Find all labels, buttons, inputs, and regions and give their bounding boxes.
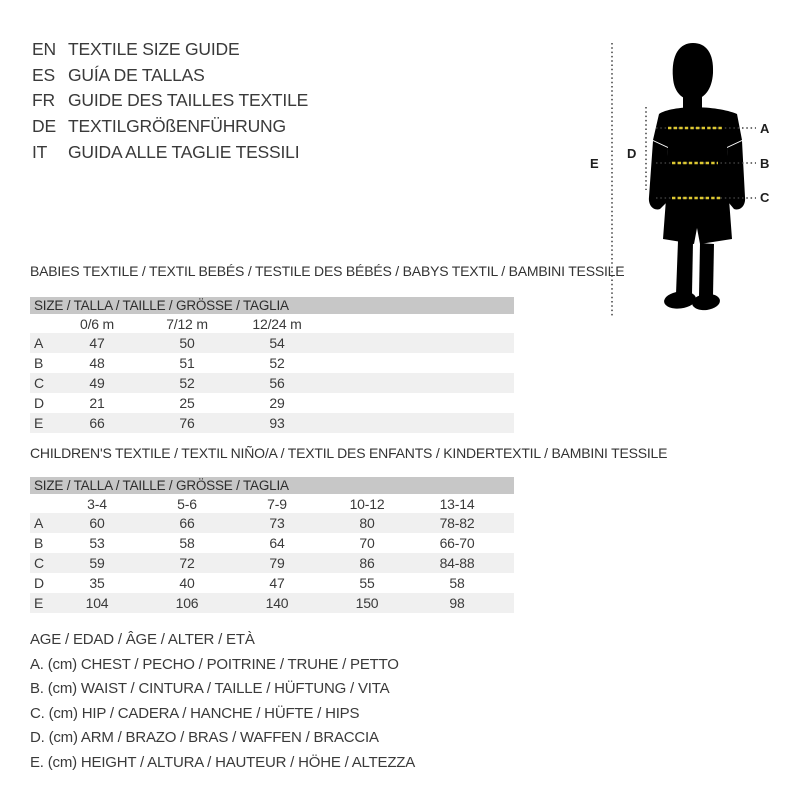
table-cell: 50 [179, 335, 195, 351]
table-cell: 66 [179, 515, 195, 531]
table-row [30, 513, 514, 533]
language-row-es [32, 63, 308, 89]
measure-label-a: A [760, 121, 770, 136]
table-cell: 51 [179, 355, 195, 371]
row-label: B [34, 355, 44, 371]
measurement-legend [30, 628, 415, 775]
language-row-de [32, 114, 308, 140]
table-cell: 53 [89, 535, 105, 551]
table-cell: 52 [269, 355, 285, 371]
table-cell: 72 [179, 555, 195, 571]
language-code: FR [32, 90, 55, 111]
table-cell: 60 [89, 515, 105, 531]
measure-label-e: E [590, 156, 599, 171]
language-row-it [32, 139, 308, 165]
table-cell: 140 [265, 595, 289, 611]
table-cell: 21 [89, 395, 105, 411]
table-cell: 93 [269, 415, 285, 431]
row-label: D [34, 395, 44, 411]
table-cell: 84-88 [439, 555, 475, 571]
column-header: 5-6 [177, 495, 197, 512]
table-row [30, 373, 514, 393]
table-cell: 106 [175, 595, 199, 611]
measure-label-b: B [760, 156, 770, 171]
table-row [30, 393, 514, 413]
table-row [30, 413, 514, 433]
table-cell: 40 [179, 575, 195, 591]
column-header: 10-12 [349, 495, 385, 512]
table-row [30, 573, 514, 593]
table-row [30, 333, 514, 353]
legend-height-line: E. (cm) HEIGHT / ALTURA / HAUTEUR / HÖHE / ALTEZZA [30, 753, 416, 771]
column-header: 7-9 [267, 495, 287, 512]
boy-silhouette-shape [649, 43, 745, 312]
table-cell: 59 [89, 555, 105, 571]
column-header: 7/12 m [166, 315, 208, 332]
table-cell: 150 [355, 595, 379, 611]
measure-label-d: D [627, 146, 637, 161]
language-code: DE [32, 116, 56, 137]
column-header: 12/24 m [252, 315, 302, 332]
row-label: E [34, 595, 44, 611]
row-label: D [34, 575, 44, 591]
table-cell: 98 [449, 595, 465, 611]
table-cell: 25 [179, 395, 195, 411]
measure-label-c: C [760, 190, 770, 205]
table-cell: 76 [179, 415, 195, 431]
table-cell: 48 [89, 355, 105, 371]
child-silhouette [575, 25, 795, 325]
row-label: A [34, 515, 44, 531]
legend-waist-line: B. (cm) WAIST / CINTURA / TAILLE / HÜFTUNG / VITA [30, 680, 390, 697]
language-code: EN [32, 39, 56, 60]
table-cell: 35 [89, 575, 105, 591]
row-label: E [34, 415, 44, 431]
table-cell: 52 [179, 375, 195, 391]
table-cell: 58 [449, 575, 465, 591]
table-cell: 56 [269, 375, 285, 391]
table-cell: 49 [89, 375, 105, 391]
language-code: ES [32, 64, 55, 85]
language-title: GUIDA ALLE TAGLIE TESSILI [68, 141, 300, 162]
table-cell: 86 [359, 555, 375, 571]
column-header: 0/6 m [79, 315, 114, 332]
row-label: A [34, 335, 44, 351]
table-cell: 64 [269, 535, 285, 551]
table-cell: 80 [359, 515, 375, 531]
children-table [30, 477, 514, 613]
column-header-row [30, 314, 514, 333]
row-label: C [34, 555, 44, 571]
babies-section-title: BABIES TEXTILE / TEXTIL BEBÉS / TESTILE DES BÉBÉS / BABYS TEXTIL / BAMBINI TESSILE [30, 263, 625, 279]
legend-chest-line: A. (cm) CHEST / PECHO / POITRINE / TRUHE / PETTO [30, 655, 399, 673]
table-cell: 55 [359, 575, 375, 591]
children-section-title: CHILDREN'S TEXTILE / TEXTIL NIÑO/A / TEXTIL DES ENFANTS / KINDERTEXTIL / BAMBINI TESSILE [30, 445, 668, 461]
size-header-bar: SIZE / TALLA / TAILLE / GRÖSSE / TAGLIA [30, 297, 514, 314]
table-cell: 73 [269, 515, 285, 531]
row-label: B [34, 535, 44, 551]
table-cell: 66-70 [439, 535, 475, 551]
legend-age-line: AGE / EDAD / ÂGE / ALTER / ETÀ [30, 631, 255, 648]
table-cell: 104 [85, 595, 109, 611]
table-cell: 66 [89, 415, 105, 431]
table-row [30, 593, 514, 613]
row-label: C [34, 375, 44, 391]
table-row [30, 553, 514, 573]
table-cell: 54 [269, 335, 285, 351]
language-title: TEXTILE SIZE GUIDE [68, 39, 240, 60]
table-cell: 78-82 [439, 515, 475, 531]
legend-hip-line: C. (cm) HIP / CADERA / HANCHE / HÜFTE / HIPS [30, 704, 360, 722]
table-cell: 47 [89, 335, 105, 351]
legend-arm-line: D. (cm) ARM / BRAZO / BRAS / WAFFEN / BRACCIA [30, 729, 379, 746]
language-title: GUIDE DES TAILLES TEXTILE [68, 90, 309, 111]
column-header: 3-4 [87, 495, 107, 512]
language-title: TEXTILGRÖßENFÜHRUNG [68, 116, 286, 137]
size-header-bar: SIZE / TALLA / TAILLE / GRÖSSE / TAGLIA [30, 477, 514, 494]
column-header-row [30, 494, 514, 513]
column-header: 13-14 [439, 495, 475, 512]
babies-table [30, 297, 514, 433]
table-cell: 29 [269, 395, 285, 411]
language-row-fr [32, 88, 308, 114]
table-row [30, 353, 514, 373]
table-cell: 70 [359, 535, 375, 551]
language-row-en [32, 37, 308, 63]
table-cell: 47 [269, 575, 285, 591]
table-cell: 58 [179, 535, 195, 551]
table-cell: 79 [269, 555, 285, 571]
language-list [32, 37, 308, 165]
language-title: GUÍA DE TALLAS [68, 64, 205, 85]
language-code: IT [32, 141, 48, 162]
table-row [30, 533, 514, 553]
